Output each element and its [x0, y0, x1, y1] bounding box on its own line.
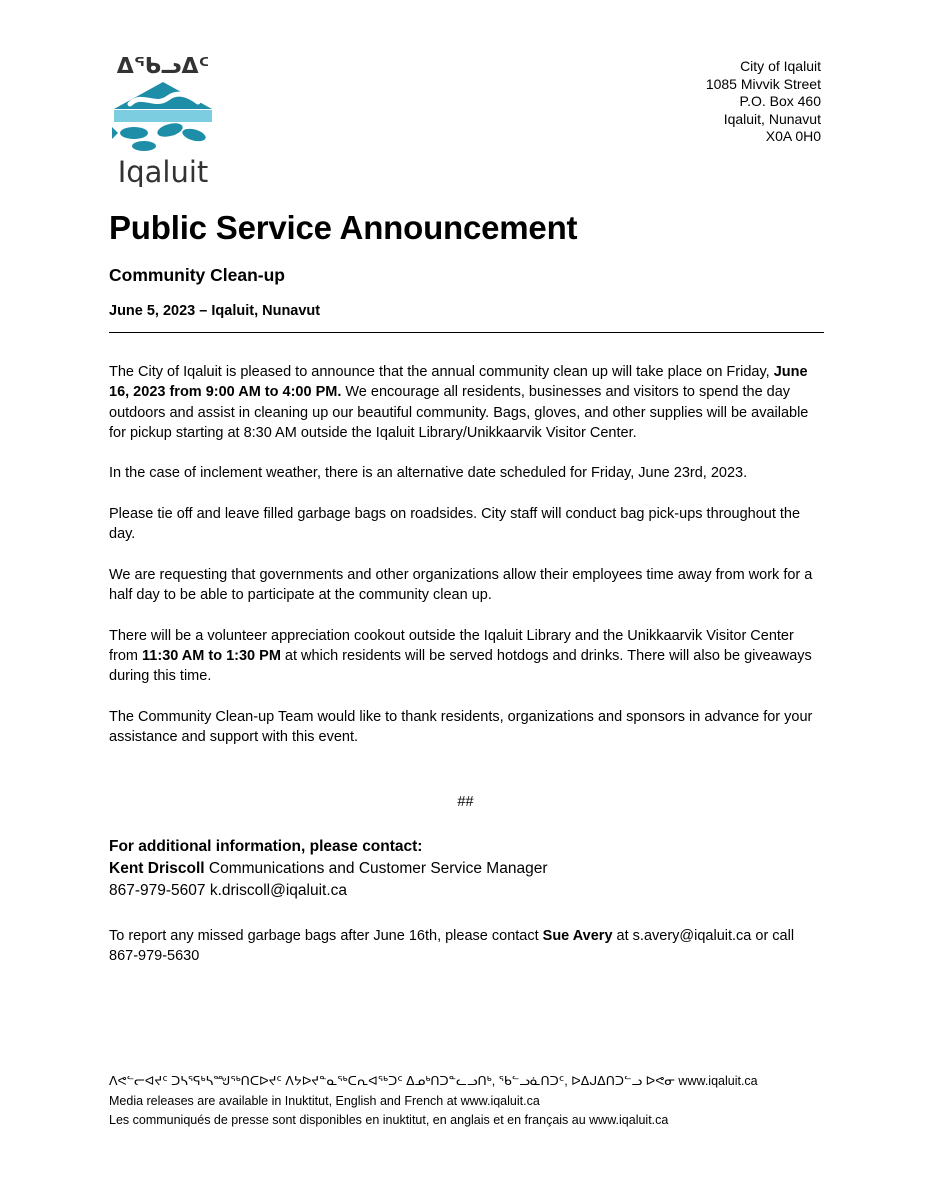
cookout-time-bold: 11:30 AM to 1:30 PM: [142, 648, 281, 665]
header-divider: [109, 332, 824, 333]
report-text: To report any missed garbage bags after June 16th, please contact: [109, 928, 543, 944]
address-block: [706, 58, 821, 146]
fish-tail-1: [112, 127, 118, 139]
contact-block: [109, 836, 824, 902]
contact-name: Kent Driscoll: [109, 860, 205, 877]
paragraph: We are requesting that governments and other organizations allow their employees time away from work for a half day to be able to participate at the community clean up.: [109, 566, 813, 604]
fish-icon-3: [181, 127, 207, 144]
contact-heading: For additional information, please contact:: [109, 838, 423, 855]
paragraph-text: There will be a volunteer appreciation cookout outside the Iqaluit Library and the Unikkaarvik Visitor Center from: [109, 627, 794, 665]
subtitle: Community Clean-up: [109, 265, 285, 285]
address-line: 1085 Mivvik Street: [705, 75, 821, 92]
footer-english: Media releases are available in Inuktitut, English and French at www.iqaluit.ca: [109, 1093, 540, 1108]
iqaluit-logo-graphic: [110, 52, 216, 187]
fish-icon-4: [132, 141, 156, 151]
address-line: Iqaluit, Nunavut: [723, 110, 821, 127]
page-title: Public Service Announcement: [109, 209, 578, 246]
paragraph: Please tie off and leave filled garbage bags on roadsides. City staff will conduct bag pick-ups throughout the day.: [109, 506, 801, 543]
water-band: [114, 110, 212, 122]
announcement-body: [109, 362, 824, 768]
paragraph-text: The City of Iqaluit is pleased to announce that the annual community clean up will take place on Friday,: [109, 364, 774, 380]
report-text: at s.avery@iqaluit.ca or call 867-979-5630: [109, 928, 795, 965]
fish-icon-2: [156, 121, 184, 139]
contact-role: Communications and Customer Service Manager: [204, 860, 548, 877]
paragraph: The Community Clean-up Team would like to thank residents, organizations and sponsors in advance for your assistance and support with this event.: [109, 709, 813, 746]
report-note: [109, 926, 824, 967]
paragraph-text: We encourage all residents, businesses and visitors to spend the day outdoors and assist in cleaning up our beautiful community. Bags, gloves, and other supplies will be available for pickup starting at 8:30 AM outside the Iqaluit Library/Unikkaarvik Visitor Center.: [109, 384, 809, 441]
fish-icon-1: [120, 127, 148, 139]
dateline: June 5, 2023 – Iqaluit, Nunavut: [109, 303, 321, 319]
address-line: City of Iqaluit: [740, 58, 821, 74]
city-logo: [110, 52, 216, 187]
end-marker: ##: [457, 794, 474, 810]
paragraph: [109, 626, 824, 687]
logo-wordmark: Iqaluit: [117, 155, 209, 187]
paragraph: [109, 362, 824, 443]
event-time-bold: June 16, 2023 from 9:00 AM to 4:00 PM.: [109, 364, 808, 401]
paragraph: In the case of inclement weather, there is an alternative date scheduled for Friday, June 23rd, 2023.: [109, 465, 748, 482]
report-contact-name: Sue Avery: [542, 928, 613, 944]
footer: [109, 1072, 824, 1131]
logo-syllabics: ᐃᖃᓗᐃᑦ: [116, 54, 210, 79]
contact-phone-email: 867-979-5607 k.driscoll@iqaluit.ca: [109, 882, 348, 899]
paragraph-text: at which residents will be served hotdogs and drinks. There will also be giveaways during this time.: [109, 648, 812, 685]
footer-french: Les communiqués de presse sont disponibles en inuktitut, en anglais et en français au www.iqaluit.ca: [109, 1113, 669, 1127]
address-line: P.O. Box 460: [739, 93, 821, 109]
address-line: X0A 0H0: [765, 128, 821, 144]
footer-inuktitut: ᐱᕙᓪᓕᐊᔪᑦ ᑐᓴᕐᕋᒃᓴᙳᖅᑎᑕᐅᔪᑦ ᐱᔭᐅᔪᓐᓇᖅᑕᕆᐊᖅᑐᑦ ᐃᓄᒃᑎᑐᓐᓚᓗᑎᒃ, ᖃᓪᓗᓈᑎᑐᑦ, ᐅᐃᒍᐃᑎᑐᓪᓗ ᐅᕙᓂ www.iqaluit.ca: [109, 1074, 758, 1088]
